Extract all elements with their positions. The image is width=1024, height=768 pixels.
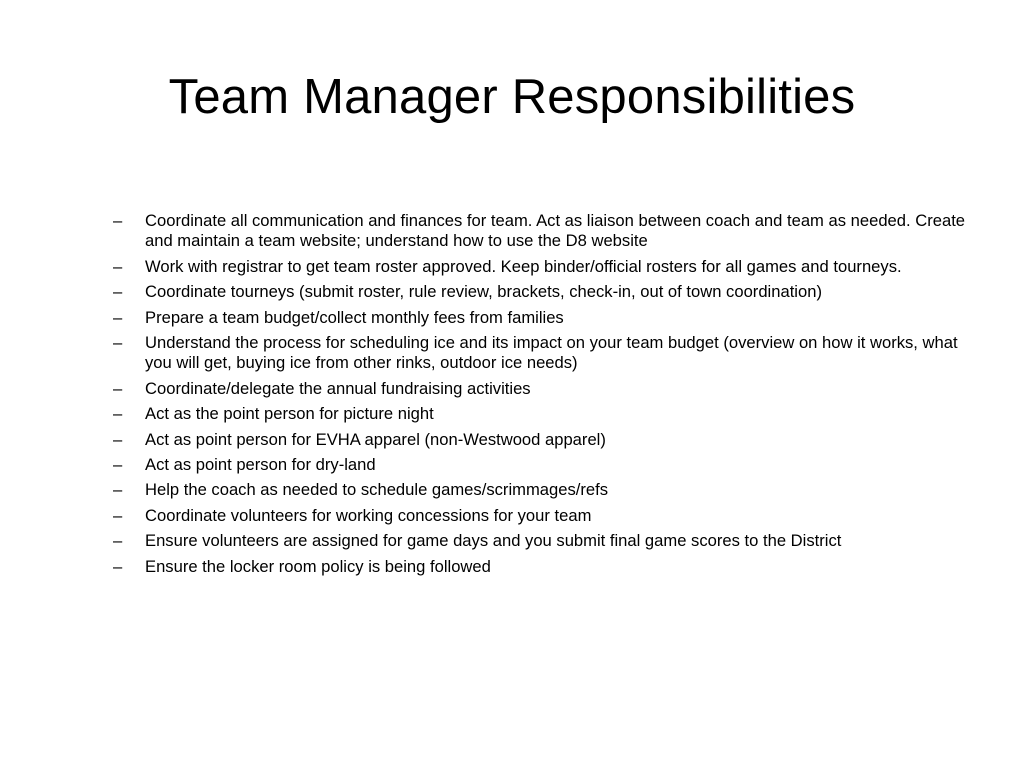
list-item-text: Coordinate/delegate the annual fundraising activities [145,378,531,398]
list-item-text: Work with registrar to get team roster approved. Keep binder/official rosters for all games and tourneys. [145,256,902,276]
list-item-text: Help the coach as needed to schedule games/scrimmages/refs [145,480,609,500]
dash-icon: – [113,480,123,500]
responsibilities-list [113,211,983,582]
list-item [113,531,983,551]
list-item-text: Coordinate tourneys (submit roster, rule review, brackets, check-in, out of town coordination) [145,282,822,302]
list-item-text: Coordinate volunteers for working concessions for your team [145,505,592,525]
list-item [113,211,983,252]
list-item [113,430,983,450]
dash-icon: – [113,378,123,398]
list-item [113,257,983,277]
list-item-text: Ensure volunteers are assigned for game days and you submit final game scores to the District [145,531,842,551]
list-item [113,404,983,424]
dash-icon: – [113,429,123,449]
list-item [113,506,983,526]
dash-icon: – [113,404,123,424]
list-item [113,379,983,399]
list-item-text: Ensure the locker room policy is being followed [145,556,491,576]
dash-icon: – [113,211,123,230]
dash-icon: – [113,307,123,327]
list-item [113,333,983,374]
list-item-text: Prepare a team budget/collect monthly fees from families [145,307,564,327]
dash-icon: – [113,531,123,551]
dash-icon: – [113,455,123,475]
dash-icon: – [113,282,123,302]
list-item-text: Act as the point person for picture night [145,404,434,424]
dash-icon: – [113,256,123,276]
list-item [113,455,983,475]
list-item-text: Act as point person for EVHA apparel (non-Westwood apparel) [145,429,606,449]
dash-icon: – [113,333,123,353]
list-item [113,282,983,302]
list-item [113,480,983,500]
dash-icon: – [113,505,123,525]
list-item-text: Understand the process for scheduling ice and its impact on your team budget (overview on how it works, what you will get, buying ice from other rinks, outdoor ice needs) [145,333,958,373]
list-item [113,308,983,328]
dash-icon: – [113,556,123,576]
list-item-text: Coordinate all communication and finances for team. Act as liaison between coach and team as needed. Create and maintain a team website; understand how to use the D8 website [145,211,966,251]
slide-title: Team Manager Responsibilities [168,70,856,124]
list-item [113,557,983,577]
list-item-text: Act as point person for dry-land [145,455,376,475]
